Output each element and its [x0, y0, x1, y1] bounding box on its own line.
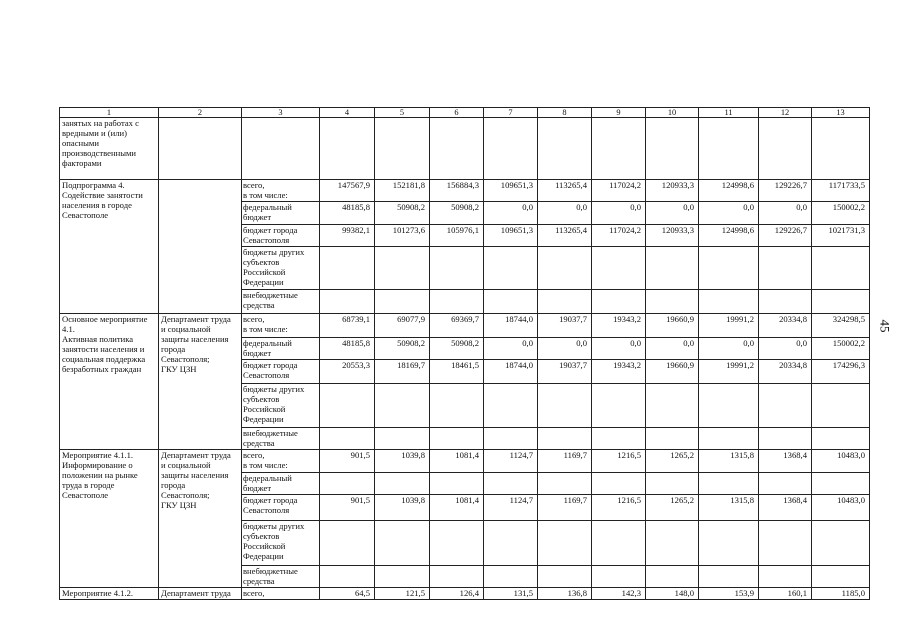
program-name-cell: Мероприятие 4.1.2. — [60, 588, 159, 600]
amount-cell: 69369,7 — [430, 314, 484, 338]
amount-cell: 0,0 — [646, 338, 699, 360]
funding-source-cell: всего, в том числе: — [242, 450, 320, 473]
amount-cell: 117024,2 — [592, 225, 646, 247]
amount-cell: 1368,4 — [759, 495, 812, 521]
amount-cell: 19660,9 — [646, 314, 699, 338]
amount-cell: 901,5 — [320, 450, 375, 473]
amount-cell: 105976,1 — [430, 225, 484, 247]
table-row — [60, 314, 870, 338]
amount-cell: 152181,8 — [375, 180, 430, 202]
table-row — [60, 588, 870, 600]
amount-cell: 129226,7 — [759, 180, 812, 202]
budget-table — [59, 107, 870, 600]
amount-cell — [699, 290, 759, 314]
amount-cell — [592, 290, 646, 314]
amount-cell — [759, 247, 812, 290]
amount-cell — [812, 290, 870, 314]
amount-cell — [538, 428, 592, 450]
amount-cell: 64,5 — [320, 588, 375, 600]
amount-cell — [812, 247, 870, 290]
funding-source-cell: бюджеты других субъектов Российской Федерации — [242, 521, 320, 566]
amount-cell: 1039,8 — [375, 495, 430, 521]
amount-cell: 19991,2 — [699, 360, 759, 384]
amount-cell — [538, 247, 592, 290]
amount-cell: 0,0 — [592, 338, 646, 360]
amount-cell — [699, 384, 759, 428]
header-cell: 5 — [375, 108, 430, 118]
header-cell: 13 — [812, 108, 870, 118]
amount-cell: 20334,8 — [759, 360, 812, 384]
amount-cell: 1081,4 — [430, 450, 484, 473]
amount-cell: 19343,2 — [592, 360, 646, 384]
amount-cell: 48185,8 — [320, 338, 375, 360]
amount-cell: 1185,0 — [812, 588, 870, 600]
amount-cell: 18169,7 — [375, 360, 430, 384]
funding-source-cell: всего, — [242, 588, 320, 600]
amount-cell: 50908,2 — [430, 202, 484, 225]
amount-cell — [320, 384, 375, 428]
amount-cell — [430, 247, 484, 290]
amount-cell: 324298,5 — [812, 314, 870, 338]
amount-cell — [320, 290, 375, 314]
amount-cell — [430, 118, 484, 180]
amount-cell — [592, 118, 646, 180]
funding-source-cell: федеральный бюджет — [242, 202, 320, 225]
amount-cell — [430, 473, 484, 495]
funding-source-cell: бюджет города Севастополя — [242, 225, 320, 247]
header-cell: 1 — [60, 108, 159, 118]
amount-cell: 1081,4 — [430, 495, 484, 521]
amount-cell: 0,0 — [759, 338, 812, 360]
amount-cell: 150002,2 — [812, 202, 870, 225]
amount-cell — [320, 566, 375, 588]
amount-cell: 19660,9 — [646, 360, 699, 384]
funding-source-cell: внебюджетные средства — [242, 566, 320, 588]
responsible-executor-cell — [159, 118, 242, 180]
program-name-cell: занятых на работах с вредными и (или) опасными производственными факторами — [60, 118, 159, 180]
amount-cell — [812, 473, 870, 495]
amount-cell — [646, 521, 699, 566]
amount-cell: 117024,2 — [592, 180, 646, 202]
amount-cell — [699, 566, 759, 588]
amount-cell — [812, 384, 870, 428]
amount-cell — [699, 521, 759, 566]
amount-cell — [430, 428, 484, 450]
funding-source-cell: всего, в том числе: — [242, 180, 320, 202]
amount-cell — [759, 566, 812, 588]
funding-source-cell: бюджеты других субъектов Российской Федерации — [242, 247, 320, 290]
amount-cell — [430, 384, 484, 428]
amount-cell — [812, 566, 870, 588]
amount-cell — [646, 290, 699, 314]
amount-cell — [484, 428, 538, 450]
amount-cell — [484, 118, 538, 180]
amount-cell — [320, 118, 375, 180]
amount-cell: 1124,7 — [484, 450, 538, 473]
amount-cell — [759, 428, 812, 450]
amount-cell: 148,0 — [646, 588, 699, 600]
amount-cell: 0,0 — [484, 338, 538, 360]
amount-cell — [646, 566, 699, 588]
amount-cell: 147567,9 — [320, 180, 375, 202]
amount-cell: 0,0 — [759, 202, 812, 225]
amount-cell — [375, 473, 430, 495]
amount-cell: 1216,5 — [592, 495, 646, 521]
header-cell: 9 — [592, 108, 646, 118]
amount-cell — [484, 473, 538, 495]
amount-cell: 129226,7 — [759, 225, 812, 247]
amount-cell — [592, 521, 646, 566]
amount-cell: 121,5 — [375, 588, 430, 600]
amount-cell: 18744,0 — [484, 360, 538, 384]
amount-cell — [592, 566, 646, 588]
amount-cell — [592, 428, 646, 450]
amount-cell — [375, 290, 430, 314]
amount-cell: 19991,2 — [699, 314, 759, 338]
amount-cell: 19037,7 — [538, 360, 592, 384]
amount-cell: 68739,1 — [320, 314, 375, 338]
amount-cell — [646, 247, 699, 290]
amount-cell: 901,5 — [320, 495, 375, 521]
amount-cell: 50908,2 — [430, 338, 484, 360]
amount-cell: 150002,2 — [812, 338, 870, 360]
amount-cell — [646, 384, 699, 428]
amount-cell — [812, 428, 870, 450]
amount-cell: 174296,3 — [812, 360, 870, 384]
amount-cell — [538, 290, 592, 314]
amount-cell — [592, 384, 646, 428]
amount-cell — [484, 290, 538, 314]
amount-cell: 1169,7 — [538, 495, 592, 521]
amount-cell — [375, 384, 430, 428]
funding-source-cell: внебюджетные средства — [242, 290, 320, 314]
funding-source-cell: всего, в том числе: — [242, 314, 320, 338]
amount-cell: 0,0 — [646, 202, 699, 225]
amount-cell: 1171733,5 — [812, 180, 870, 202]
amount-cell: 0,0 — [699, 338, 759, 360]
funding-source-cell — [242, 118, 320, 180]
amount-cell: 113265,4 — [538, 225, 592, 247]
amount-cell: 113265,4 — [538, 180, 592, 202]
funding-source-cell: федеральный бюджет — [242, 473, 320, 495]
amount-cell — [375, 118, 430, 180]
amount-cell: 18461,5 — [430, 360, 484, 384]
amount-cell — [430, 566, 484, 588]
responsible-executor-cell: Департамент труда и социальной защиты населения города Севастополя; ГКУ ЦЗН — [159, 314, 242, 450]
amount-cell — [646, 473, 699, 495]
amount-cell: 0,0 — [484, 202, 538, 225]
amount-cell — [484, 384, 538, 428]
responsible-executor-cell: Департамент труда — [159, 588, 242, 600]
amount-cell: 1265,2 — [646, 495, 699, 521]
amount-cell — [646, 428, 699, 450]
amount-cell — [759, 290, 812, 314]
amount-cell — [699, 473, 759, 495]
amount-cell: 0,0 — [592, 202, 646, 225]
amount-cell — [699, 428, 759, 450]
amount-cell: 19343,2 — [592, 314, 646, 338]
amount-cell — [538, 521, 592, 566]
table-row — [60, 450, 870, 473]
amount-cell — [320, 247, 375, 290]
amount-cell — [484, 566, 538, 588]
header-cell: 7 — [484, 108, 538, 118]
header-cell: 6 — [430, 108, 484, 118]
amount-cell: 1216,5 — [592, 450, 646, 473]
funding-source-cell: внебюджетные средства — [242, 428, 320, 450]
header-cell: 10 — [646, 108, 699, 118]
amount-cell: 131,5 — [484, 588, 538, 600]
amount-cell — [538, 566, 592, 588]
amount-cell: 50908,2 — [375, 202, 430, 225]
amount-cell: 1021731,3 — [812, 225, 870, 247]
amount-cell: 109651,3 — [484, 180, 538, 202]
amount-cell: 126,4 — [430, 588, 484, 600]
amount-cell — [646, 118, 699, 180]
amount-cell: 120933,3 — [646, 180, 699, 202]
amount-cell: 99382,1 — [320, 225, 375, 247]
amount-cell: 109651,3 — [484, 225, 538, 247]
amount-cell: 48185,8 — [320, 202, 375, 225]
amount-cell — [430, 290, 484, 314]
amount-cell: 10483,0 — [812, 450, 870, 473]
amount-cell: 1315,8 — [699, 450, 759, 473]
amount-cell: 69077,9 — [375, 314, 430, 338]
header-cell: 2 — [159, 108, 242, 118]
amount-cell — [592, 247, 646, 290]
amount-cell — [430, 521, 484, 566]
amount-cell: 120933,3 — [646, 225, 699, 247]
header-cell: 3 — [242, 108, 320, 118]
amount-cell: 1265,2 — [646, 450, 699, 473]
amount-cell — [812, 521, 870, 566]
amount-cell: 1039,8 — [375, 450, 430, 473]
amount-cell — [699, 247, 759, 290]
amount-cell: 153,9 — [699, 588, 759, 600]
amount-cell: 156884,3 — [430, 180, 484, 202]
amount-cell — [484, 247, 538, 290]
amount-cell: 20553,3 — [320, 360, 375, 384]
program-name-cell: Основное мероприятие 4.1. Активная политика занятости населения и социальная поддержка безработных граждан — [60, 314, 159, 450]
amount-cell — [538, 473, 592, 495]
amount-cell: 18744,0 — [484, 314, 538, 338]
amount-cell — [759, 384, 812, 428]
amount-cell: 0,0 — [538, 202, 592, 225]
amount-cell — [320, 428, 375, 450]
amount-cell — [699, 118, 759, 180]
amount-cell — [592, 473, 646, 495]
program-name-cell: Мероприятие 4.1.1. Информирование о положении на рынке труда в городе Севастополе — [60, 450, 159, 588]
funding-source-cell: бюджет города Севастополя — [242, 495, 320, 521]
amount-cell: 142,3 — [592, 588, 646, 600]
header-cell: 8 — [538, 108, 592, 118]
amount-cell: 0,0 — [699, 202, 759, 225]
amount-cell — [759, 521, 812, 566]
amount-cell: 50908,2 — [375, 338, 430, 360]
amount-cell — [375, 521, 430, 566]
amount-cell: 160,1 — [759, 588, 812, 600]
responsible-executor-cell — [159, 180, 242, 314]
amount-cell: 19037,7 — [538, 314, 592, 338]
amount-cell: 1169,7 — [538, 450, 592, 473]
funding-source-cell: бюджеты других субъектов Российской Федерации — [242, 384, 320, 428]
amount-cell: 20334,8 — [759, 314, 812, 338]
amount-cell — [812, 118, 870, 180]
amount-cell — [538, 118, 592, 180]
amount-cell — [320, 521, 375, 566]
amount-cell: 124998,6 — [699, 225, 759, 247]
amount-cell: 1124,7 — [484, 495, 538, 521]
amount-cell — [320, 473, 375, 495]
header-cell: 12 — [759, 108, 812, 118]
page-number: 45 — [877, 319, 893, 333]
amount-cell: 1368,4 — [759, 450, 812, 473]
amount-cell — [375, 428, 430, 450]
amount-cell — [759, 473, 812, 495]
responsible-executor-cell: Департамент труда и социальной защиты населения города Севастополя; ГКУ ЦЗН — [159, 450, 242, 588]
amount-cell — [484, 521, 538, 566]
amount-cell: 101273,6 — [375, 225, 430, 247]
table-header-row — [60, 108, 870, 118]
amount-cell: 10483,0 — [812, 495, 870, 521]
amount-cell — [375, 247, 430, 290]
funding-source-cell: федеральный бюджет — [242, 338, 320, 360]
amount-cell: 136,8 — [538, 588, 592, 600]
program-name-cell: Подпрограмма 4. Содействие занятости населения в городе Севастополе — [60, 180, 159, 314]
table-row — [60, 180, 870, 202]
amount-cell: 0,0 — [538, 338, 592, 360]
amount-cell: 1315,8 — [699, 495, 759, 521]
amount-cell — [375, 566, 430, 588]
funding-source-cell: бюджет города Севастополя — [242, 360, 320, 384]
amount-cell: 124998,6 — [699, 180, 759, 202]
table-row — [60, 118, 870, 180]
amount-cell — [538, 384, 592, 428]
header-cell: 11 — [699, 108, 759, 118]
amount-cell — [759, 118, 812, 180]
header-cell: 4 — [320, 108, 375, 118]
